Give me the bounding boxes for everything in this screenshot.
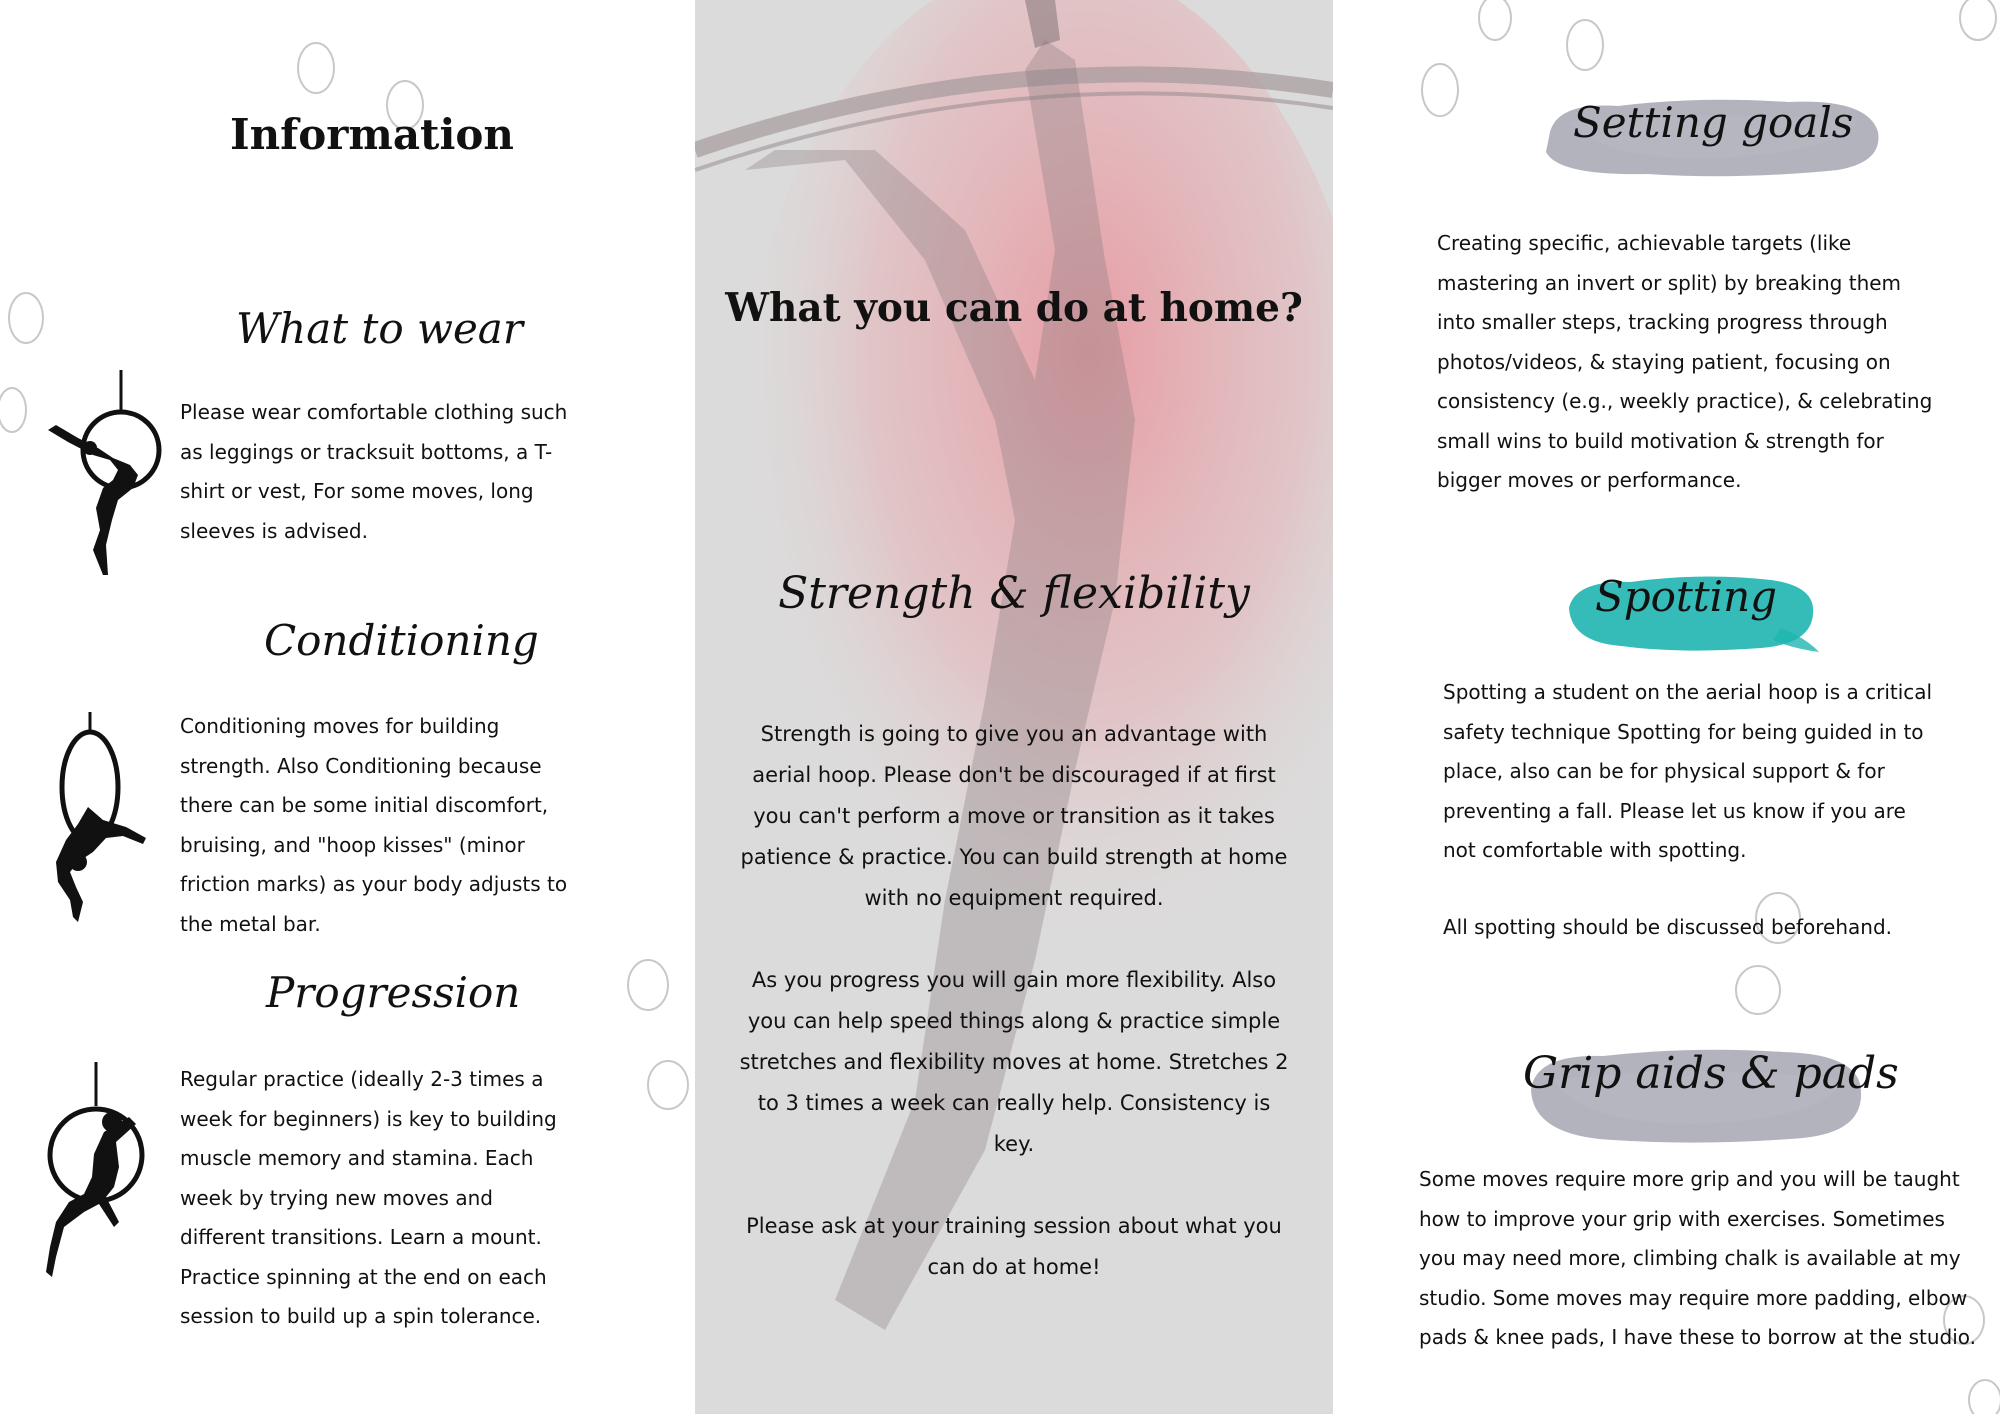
spotting-text: Spotting a student on the aerial hoop is a critical safety technique Spotting for being guided in to place, also can be for physical support & for preventing a fall. Please let us know if you are not comfortable with spotting. — [1443, 680, 1933, 862]
aerial-hoop-silhouette-icon — [44, 1062, 159, 1277]
progression-title: Progression — [266, 968, 521, 1017]
what-to-wear-text: Please wear comfortable clothing such as leggings or tracksuit bottoms, a T-shirt or vest, For some moves, long sleeves is advised. — [180, 400, 568, 543]
aerial-hoop-silhouette-icon — [38, 370, 163, 580]
setting-goals-text: Creating specific, achievable targets (like mastering an invert or split) by breaking them into smaller steps, tracking progress through photos/videos, & staying patient, focusing on consistency (e.g., weekly practice), & celebrating small wins to build motivation & strength for bigger moves or performance. — [1437, 231, 1933, 492]
home-practice-paragraph: As you progress you will gain more flexibility. Also you can help speed things along & practice simple stretches and flexibility moves at home. Stretches 2 to 3 times a week can really help. Consistency is key. — [739, 968, 1289, 1156]
conditioning-text: Conditioning moves for building strength. Also Conditioning because there can be some initial discomfort, bruising, and "hoop kisses" (minor friction marks) as your body adjusts to the metal bar. — [180, 714, 568, 936]
grip-aids-title: Grip aids & pads — [1523, 1048, 1899, 1099]
grip-aids-text: Some moves require more grip and you will be taught how to improve your grip with exercises. Sometimes you may need more, climbing chalk is available at my studio. Some moves may require more padding, elbow pads & knee pads, I have these to borrow at the studio. — [1419, 1167, 1977, 1349]
spotting-title: Spotting — [1594, 572, 1778, 621]
what-to-wear-title: What to wear — [236, 304, 523, 353]
spotting-note: All spotting should be discussed beforehand. — [1443, 915, 1893, 939]
home-practice-paragraph: Strength is going to give you an advantage with aerial hoop. Please don't be discouraged if at first you can't perform a move or transition as it takes patience & practice. You can build strength at home with no equipment required. — [740, 722, 1288, 910]
aerial-hoop-silhouette-icon — [48, 712, 158, 932]
home-practice-text — [735, 714, 1293, 1329]
setting-goals-title: Setting goals — [1573, 98, 1854, 147]
progression-text: Regular practice (ideally 2-3 times a week for beginners) is key to building muscle memory and stamina. Each week by trying new moves and different transitions. Learn a mount. Practice spinning at the end on each session to build up a spin tolerance. — [180, 1067, 557, 1328]
conditioning-title: Conditioning — [264, 616, 539, 665]
strength-flexibility-title: Strength & flexibility — [778, 568, 1250, 619]
home-practice-column — [695, 0, 1333, 1414]
information-title: Information — [230, 110, 514, 159]
home-practice-title: What you can do at home? — [725, 285, 1303, 331]
home-practice-paragraph: Please ask at your training session about what you can do at home! — [746, 1214, 1282, 1279]
guidance-column — [1333, 0, 2000, 1414]
information-column — [0, 0, 695, 1414]
